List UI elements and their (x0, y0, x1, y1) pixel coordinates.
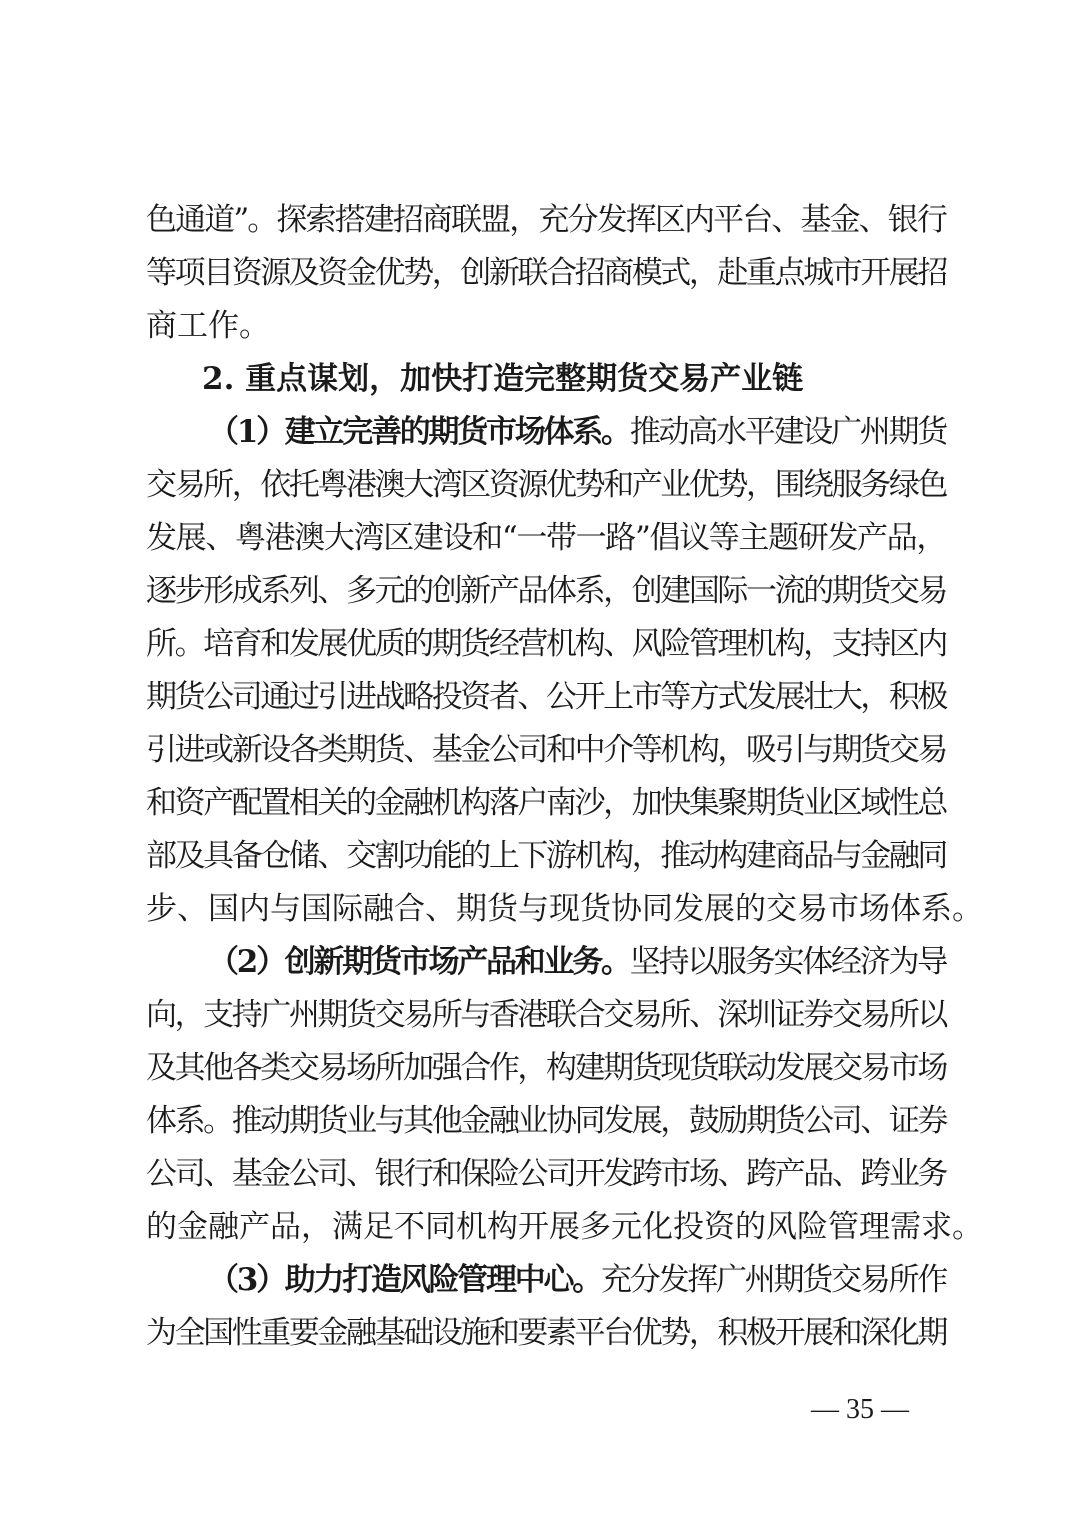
line-text: 期货公司通过引进战略投资者、公开上市等方式发展壮大，积极 (146, 679, 946, 715)
text-line (146, 671, 946, 724)
text-line (146, 459, 946, 512)
text-line (146, 883, 983, 936)
line-text: 充分发挥广州期货交易所作 (601, 1262, 946, 1298)
text-line (146, 1307, 946, 1360)
line-text: 逐步形成系列、多元的创新产品体系，创建国际一流的期货交易 (146, 573, 946, 609)
text-line (146, 300, 946, 353)
text-line (146, 724, 946, 777)
line-text: 体系。推动期货业与其他金融业协同发展，鼓励期货公司、证券 (146, 1103, 946, 1139)
line-text: 发展、粤港澳大湾区建设和“一带一路”倡议等主题研发产品， (146, 520, 946, 556)
line-text: 商工作。 (146, 308, 270, 344)
text-line (146, 1148, 946, 1201)
line-text: 公司、基金公司、银行和保险公司开发跨市场、跨产品、跨业务 (146, 1156, 946, 1192)
line-text: 及其他各类交易场所加强合作，构建期货现货联动发展交易市场 (146, 1050, 946, 1086)
line-text: 和资产配置相关的金融机构落户南沙，加快集聚期货业区域性总 (146, 785, 946, 821)
page-number: — 35 — (811, 1394, 909, 1425)
paragraph-first-line (146, 936, 946, 989)
subsection-title: （2）创新期货市场产品和业务。 (208, 944, 630, 980)
section-heading (146, 353, 946, 406)
line-text: 引进或新设各类期货、基金公司和中介等机构，吸引与期货交易 (146, 732, 946, 768)
line-text: 向，支持广州期货交易所与香港联合交易所、深圳证券交易所以 (146, 997, 946, 1033)
line-text: 推动高水平建设广州期货 (629, 414, 946, 450)
subsection-title: （3）助力打造风险管理中心。 (208, 1262, 602, 1298)
text-line (146, 565, 946, 618)
line-text: 部及具备仓储、交割功能的上下游机构，推动构建商品与金融同 (146, 838, 946, 874)
subsection-title: （1）建立完善的期货市场体系。 (208, 414, 630, 450)
line-text: 的金融产品，满足不同机构开展多元化投资的风险管理需求。 (146, 1209, 983, 1245)
paragraph-first-line (146, 406, 946, 459)
line-text: 为全国性重要金融基础设施和要素平台优势，积极开展和深化期 (146, 1315, 946, 1351)
text-line (146, 247, 946, 300)
text-line (146, 777, 946, 830)
text-line (146, 830, 946, 883)
line-text: 交易所，依托粤港澳大湾区资源优势和产业优势，围绕服务绿色 (146, 467, 946, 503)
paragraph-first-line (146, 1254, 946, 1307)
text-line (146, 618, 946, 671)
line-text: 等项目资源及资金优势，创新联合招商模式，赴重点城市开展招 (146, 255, 946, 291)
line-text: 坚持以服务实体经济为导 (629, 944, 946, 980)
text-line (146, 1042, 946, 1095)
line-text: 步、国内与国际融合、期货与现货协同发展的交易市场体系。 (146, 891, 983, 927)
text-line (146, 512, 946, 565)
heading-text: 2. 重点谋划，加快打造完整期货交易产业链 (202, 361, 804, 397)
text-line (146, 194, 946, 247)
text-line (146, 989, 946, 1042)
text-line (146, 1095, 946, 1148)
document-body (146, 194, 983, 1360)
line-text: 所。培育和发展优质的期货经营机构、风险管理机构，支持区内 (146, 626, 946, 662)
text-line (146, 1201, 983, 1254)
line-text: 色通道”。探索搭建招商联盟，充分发挥区内平台、基金、银行 (146, 202, 946, 238)
